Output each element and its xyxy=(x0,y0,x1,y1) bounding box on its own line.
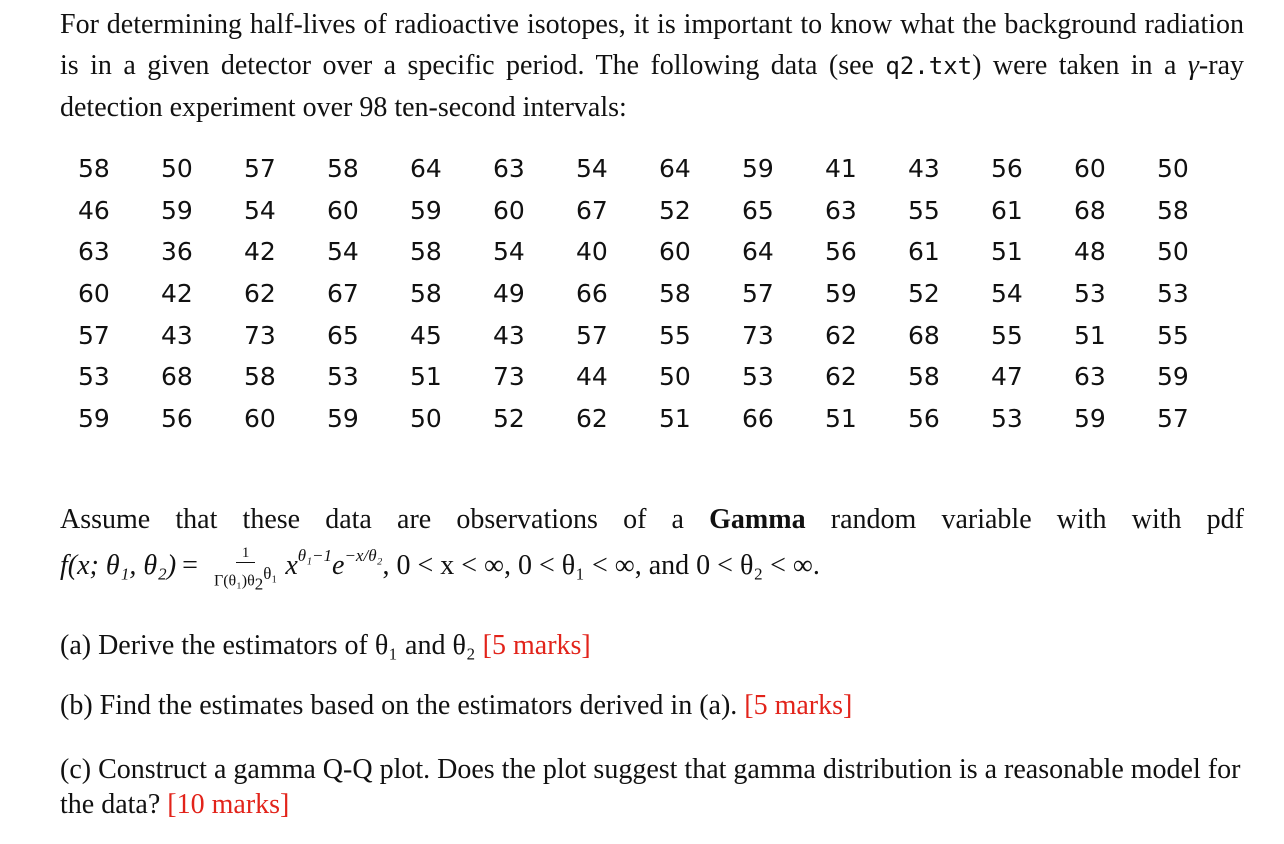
table-cell: 66 xyxy=(742,403,774,433)
table-row xyxy=(78,148,1240,190)
table-cell: 61 xyxy=(991,195,1023,225)
table-cell: 60 xyxy=(1074,154,1106,184)
table-cell: 59 xyxy=(825,279,857,309)
table-cell: 49 xyxy=(493,279,525,309)
table-cell: 73 xyxy=(742,320,774,350)
table-cell: 59 xyxy=(410,195,442,225)
table-cell: 36 xyxy=(161,237,193,267)
table-cell: 56 xyxy=(825,237,857,267)
table-cell: 73 xyxy=(244,320,276,350)
table-cell: 55 xyxy=(991,320,1023,350)
table-cell: 64 xyxy=(410,154,442,184)
table-cell: 59 xyxy=(327,403,359,433)
table-cell: 50 xyxy=(659,362,691,392)
assumption-text xyxy=(60,500,1244,540)
table-cell: 53 xyxy=(1157,279,1189,309)
question-b-text: (b) Find the estimates based on the estimators derived in (a). xyxy=(60,690,745,721)
assumption-bold: Gamma xyxy=(709,504,806,535)
table-cell: 58 xyxy=(410,279,442,309)
table-cell: 47 xyxy=(991,362,1023,392)
table-cell: 59 xyxy=(1074,403,1106,433)
table-cell: 63 xyxy=(825,195,857,225)
table-cell: 41 xyxy=(825,154,857,184)
table-cell: 52 xyxy=(493,403,525,433)
table-cell: 68 xyxy=(908,320,940,350)
table-cell: 60 xyxy=(244,403,276,433)
table-row xyxy=(78,314,1240,356)
table-cell: 58 xyxy=(244,362,276,392)
pdf-fraction xyxy=(210,544,281,596)
table-cell: 52 xyxy=(659,195,691,225)
assumption-prefix: Assume that these data are observations of a xyxy=(60,504,710,535)
table-cell: 60 xyxy=(659,237,691,267)
table-cell: 51 xyxy=(410,362,442,392)
table-cell: 50 xyxy=(1157,154,1189,184)
table-cell: 53 xyxy=(1074,279,1106,309)
table-cell: 59 xyxy=(742,154,774,184)
denominator-sup: θ₁ xyxy=(263,564,278,583)
table-cell: 53 xyxy=(327,362,359,392)
table-cell: 58 xyxy=(410,237,442,267)
table-cell: 54 xyxy=(493,237,525,267)
table-cell: 63 xyxy=(1074,362,1106,392)
table-cell: 52 xyxy=(908,279,940,309)
table-cell: 60 xyxy=(493,195,525,225)
table-cell: 66 xyxy=(576,279,608,309)
table-cell: 56 xyxy=(161,403,193,433)
table-cell: 57 xyxy=(78,320,110,350)
question-b-marks: [5 marks] xyxy=(744,690,853,721)
table-cell: 64 xyxy=(742,237,774,267)
table-cell: 64 xyxy=(659,154,691,184)
table-cell: 61 xyxy=(908,237,940,267)
table-cell: 42 xyxy=(161,279,193,309)
question-c-text: (c) Construct a gamma Q-Q plot. Does the plot suggest that gamma distribution is a reasonable model for the data? xyxy=(60,754,1241,820)
pdf-x: x xyxy=(285,549,298,581)
table-cell: 51 xyxy=(1074,320,1106,350)
table-cell: 57 xyxy=(576,320,608,350)
table-cell: 62 xyxy=(576,403,608,433)
table-cell: 53 xyxy=(742,362,774,392)
table-cell: 58 xyxy=(659,279,691,309)
question-a xyxy=(60,628,591,663)
pdf-x-exponent: θ₁−1 xyxy=(297,545,333,565)
pdf-conditions: , 0 < x < ∞, 0 < θ₁ < ∞, and 0 < θ₂ < ∞. xyxy=(382,549,820,581)
intro-text-3: -ray detection experiment over 98 ten-second intervals: xyxy=(60,50,1244,123)
table-cell: 40 xyxy=(576,237,608,267)
table-cell: 59 xyxy=(78,403,110,433)
pdf-equals: = xyxy=(182,549,198,581)
table-cell: 58 xyxy=(78,154,110,184)
table-cell: 43 xyxy=(493,320,525,350)
table-cell: 50 xyxy=(161,154,193,184)
fraction-denominator xyxy=(210,563,281,596)
table-cell: 53 xyxy=(991,403,1023,433)
table-cell: 45 xyxy=(410,320,442,350)
table-cell: 59 xyxy=(161,195,193,225)
table-cell: 42 xyxy=(244,237,276,267)
table-cell: 44 xyxy=(576,362,608,392)
table-cell: 65 xyxy=(742,195,774,225)
table-row xyxy=(78,190,1240,232)
fraction-numerator: 1 xyxy=(236,544,256,563)
intro-paragraph xyxy=(60,4,1244,128)
table-row xyxy=(78,231,1240,273)
denominator-main: Γ(θ₁)θ xyxy=(213,572,255,590)
table-cell: 43 xyxy=(161,320,193,350)
question-c-marks: [10 marks] xyxy=(167,789,290,820)
table-cell: 57 xyxy=(244,154,276,184)
table-cell: 54 xyxy=(327,237,359,267)
table-cell: 60 xyxy=(78,279,110,309)
table-cell: 51 xyxy=(991,237,1023,267)
table-cell: 46 xyxy=(78,195,110,225)
pdf-lhs: f(x; θ₁, θ₂) xyxy=(60,549,177,581)
table-row xyxy=(78,273,1240,315)
table-cell: 60 xyxy=(327,195,359,225)
table-cell: 43 xyxy=(908,154,940,184)
table-cell: 56 xyxy=(908,403,940,433)
table-cell: 67 xyxy=(576,195,608,225)
table-cell: 58 xyxy=(327,154,359,184)
question-b xyxy=(60,688,852,723)
pdf-formula xyxy=(60,540,820,592)
table-cell: 62 xyxy=(825,320,857,350)
assumption-suffix: random variable with with pdf xyxy=(805,504,1244,535)
table-cell: 51 xyxy=(659,403,691,433)
intro-text-1: For determining half-lives of radioactive isotopes, it is important to know what the background radiation is in a given detector over a specific period. The following data (see xyxy=(60,9,1244,81)
table-cell: 58 xyxy=(1157,195,1189,225)
table-cell: 67 xyxy=(327,279,359,309)
table-cell: 55 xyxy=(659,320,691,350)
table-cell: 57 xyxy=(742,279,774,309)
table-row xyxy=(78,356,1240,398)
table-cell: 63 xyxy=(493,154,525,184)
question-a-marks: [5 marks] xyxy=(482,630,591,661)
table-cell: 68 xyxy=(161,362,193,392)
table-row xyxy=(78,398,1240,440)
table-cell: 56 xyxy=(991,154,1023,184)
table-cell: 54 xyxy=(991,279,1023,309)
data-file-name: q2.txt xyxy=(885,52,973,80)
table-cell: 51 xyxy=(825,403,857,433)
table-cell: 50 xyxy=(1157,237,1189,267)
table-cell: 58 xyxy=(908,362,940,392)
table-cell: 54 xyxy=(244,195,276,225)
table-cell: 73 xyxy=(493,362,525,392)
question-c xyxy=(60,752,1244,822)
table-cell: 62 xyxy=(825,362,857,392)
pdf-e: e xyxy=(332,549,345,581)
question-a-text: (a) Derive the estimators of θ₁ and θ₂ xyxy=(60,630,483,661)
table-cell: 50 xyxy=(410,403,442,433)
table-cell: 53 xyxy=(78,362,110,392)
table-cell: 57 xyxy=(1157,403,1189,433)
denominator-sub: 2 xyxy=(254,574,264,594)
table-cell: 65 xyxy=(327,320,359,350)
gamma-symbol: γ xyxy=(1187,50,1199,81)
table-cell: 55 xyxy=(908,195,940,225)
table-cell: 59 xyxy=(1157,362,1189,392)
table-cell: 68 xyxy=(1074,195,1106,225)
data-table xyxy=(78,148,1240,439)
table-cell: 63 xyxy=(78,237,110,267)
intro-text-2: ) were taken in a xyxy=(972,50,1188,81)
table-cell: 55 xyxy=(1157,320,1189,350)
pdf-e-exponent: −x/θ₂ xyxy=(344,545,383,565)
table-cell: 62 xyxy=(244,279,276,309)
table-cell: 54 xyxy=(576,154,608,184)
table-cell: 48 xyxy=(1074,237,1106,267)
